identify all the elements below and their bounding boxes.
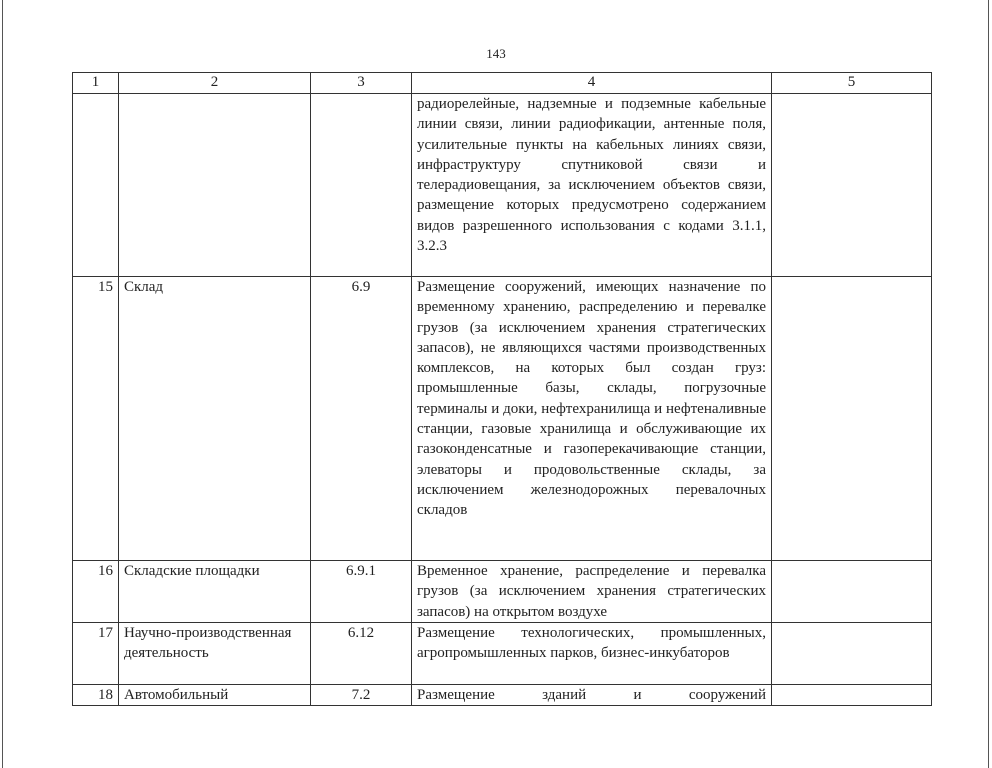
row-number bbox=[73, 94, 119, 277]
table-row bbox=[73, 684, 932, 705]
table-row bbox=[73, 561, 932, 623]
page-edge-right bbox=[988, 0, 989, 768]
land-use-table bbox=[72, 72, 932, 706]
table-row bbox=[73, 622, 932, 684]
use-type-code: 6.9 bbox=[311, 277, 412, 561]
row-number: 18 bbox=[73, 684, 119, 705]
use-type-description: Размещение технологических, промышленных, агропромышленных парков, бизнес-инкубаторов bbox=[412, 622, 772, 684]
table-header-row bbox=[73, 73, 932, 94]
page-number: 143 bbox=[486, 46, 506, 61]
row-number: 15 bbox=[73, 277, 119, 561]
use-type-code: 6.9.1 bbox=[311, 561, 412, 623]
row-number: 17 bbox=[73, 622, 119, 684]
use-type-note bbox=[772, 94, 932, 277]
use-type-name: Склад bbox=[119, 277, 311, 561]
header-cell: 3 bbox=[311, 73, 412, 94]
use-type-name bbox=[119, 94, 311, 277]
table-row bbox=[73, 277, 932, 561]
use-type-note bbox=[772, 684, 932, 705]
use-type-description: Размещение сооружений, имеющих назначение по временному хранению, распределению и перевалке грузов (за исключением хранения стратегических запасов), не являющихся частями производственных комплексов, на которых был создан груз: промышленные базы, склады, погрузочные терминалы и доки, нефтехранилища и нефтеналивные станции, газовые хранилища и обслуживающие их газоконденсатные и газоперекачивающие станции, элеваторы и продовольственные склады, за исключением железнодорожных перевалочных складов bbox=[412, 277, 772, 561]
use-type-name: Складские площадки bbox=[119, 561, 311, 623]
use-type-name: Автомобильный bbox=[119, 684, 311, 705]
use-type-name: Научно-производственная деятельность bbox=[119, 622, 311, 684]
header-cell: 1 bbox=[73, 73, 119, 94]
page-edge-left bbox=[2, 0, 3, 768]
header-cell: 5 bbox=[772, 73, 932, 94]
use-type-note bbox=[772, 622, 932, 684]
use-type-note bbox=[772, 277, 932, 561]
use-type-description: Временное хранение, распределение и перевалка грузов (за исключением хранения стратегических запасов) на открытом воздухе bbox=[412, 561, 772, 623]
use-type-description: Размещение зданий и сооружений bbox=[412, 684, 772, 705]
header-cell: 4 bbox=[412, 73, 772, 94]
use-type-description: радиорелейные, надземные и подземные кабельные линии связи, линии радиофикации, антенные поля, усилительные пункты на кабельных линиях связи, инфраструктуру спутниковой связи и телерадиовещания, за исключением объектов связи, размещение которых предусмотрено содержанием видов разрешенного использования с кодами 3.1.1, 3.2.3 bbox=[412, 94, 772, 277]
use-type-code: 7.2 bbox=[311, 684, 412, 705]
use-type-code bbox=[311, 94, 412, 277]
use-type-note bbox=[772, 561, 932, 623]
table-row bbox=[73, 94, 932, 277]
header-cell: 2 bbox=[119, 73, 311, 94]
row-number: 16 bbox=[73, 561, 119, 623]
use-type-code: 6.12 bbox=[311, 622, 412, 684]
